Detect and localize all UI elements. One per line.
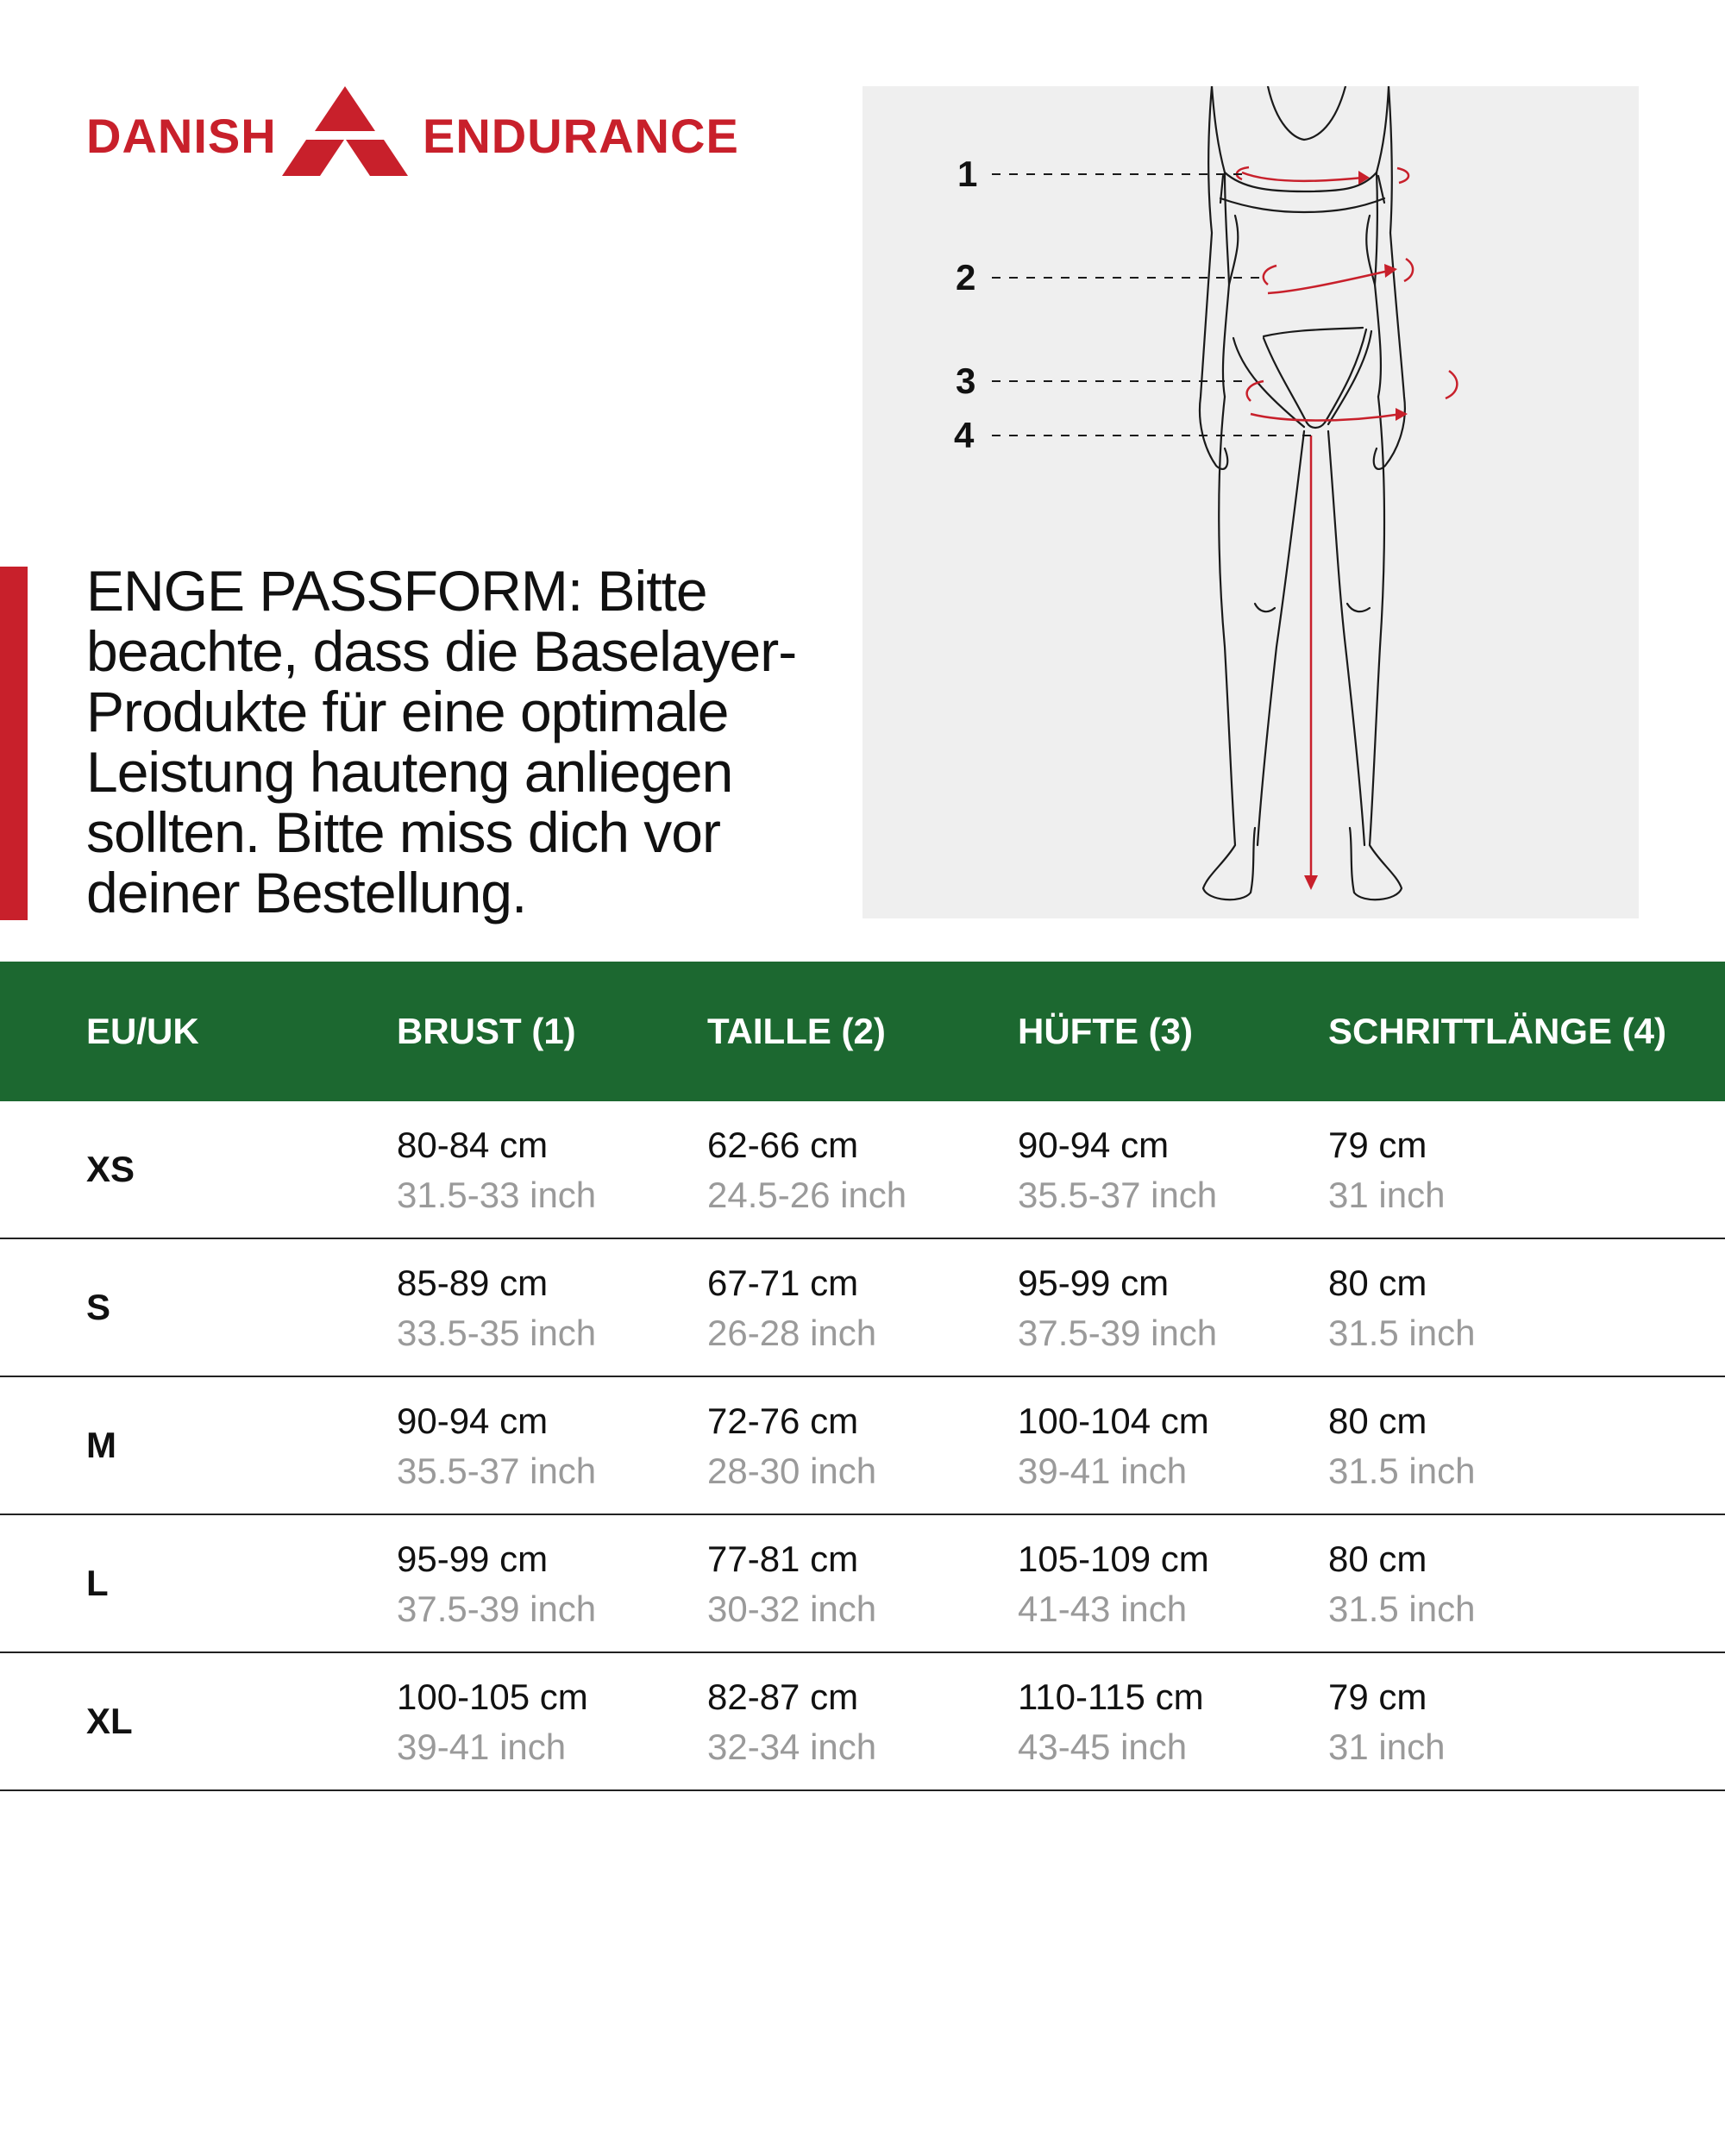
inch-value: 35.5-37 inch	[397, 1451, 597, 1491]
cm-value: 72-76 cm	[707, 1401, 859, 1441]
brand-word-right: ENDURANCE	[423, 109, 739, 163]
cm-value: 79 cm	[1328, 1125, 1427, 1165]
figure-label-1: 1	[957, 154, 978, 194]
inch-value: 35.5-37 inch	[1018, 1175, 1218, 1215]
table-row	[0, 1239, 1725, 1377]
measurement-figure	[862, 86, 1639, 918]
cm-value: 77-81 cm	[707, 1539, 859, 1579]
mountain-triangle-icon	[280, 86, 410, 177]
brand-logo	[86, 86, 750, 177]
inch-value: 39-41 inch	[1018, 1451, 1188, 1491]
hip-cell	[1018, 1534, 1209, 1634]
cm-value: 80 cm	[1328, 1539, 1427, 1579]
inch-value: 39-41 inch	[397, 1727, 567, 1767]
cm-value: 95-99 cm	[397, 1539, 549, 1579]
cm-value: 90-94 cm	[1018, 1125, 1170, 1165]
hip-cell	[1018, 1120, 1217, 1220]
cm-value: 100-104 cm	[1018, 1401, 1209, 1441]
cm-value: 80-84 cm	[397, 1125, 549, 1165]
cm-value: 90-94 cm	[397, 1401, 549, 1441]
inch-value: 26-28 inch	[707, 1313, 877, 1353]
table-row	[0, 1377, 1725, 1515]
waist-cell	[707, 1534, 876, 1634]
inch-value: 31 inch	[1328, 1727, 1446, 1767]
cm-value: 95-99 cm	[1018, 1263, 1170, 1303]
header-hip: HÜFTE (3)	[1018, 1011, 1193, 1051]
inch-value: 31.5 inch	[1328, 1451, 1476, 1491]
hip-cell	[1018, 1258, 1217, 1358]
inch-value: 30-32 inch	[707, 1589, 877, 1629]
cm-value: 100-105 cm	[397, 1677, 588, 1717]
body-outline-illustration	[862, 86, 1639, 918]
inch-value: 24.5-26 inch	[707, 1175, 907, 1215]
cm-value: 105-109 cm	[1018, 1539, 1209, 1579]
header-waist: TAILLE (2)	[707, 1011, 886, 1051]
cm-value: 110-115 cm	[1018, 1677, 1204, 1717]
size-label: L	[86, 1563, 109, 1603]
inch-value: 43-45 inch	[1018, 1727, 1188, 1767]
size-label: S	[86, 1287, 111, 1327]
cm-value: 80 cm	[1328, 1263, 1427, 1303]
inseam-cell	[1328, 1120, 1445, 1220]
inch-value: 28-30 inch	[707, 1451, 877, 1491]
figure-label-2: 2	[956, 257, 976, 298]
size-label: XL	[86, 1701, 133, 1741]
chest-cell	[397, 1672, 588, 1772]
fit-notice: ENGE PASSFORM: Bitte beachte, dass die Baselayer-Produkte für eine optimale Leistung hauteng anliegen sollten. Bitte miss dich vor deiner Bestellung.	[86, 559, 797, 924]
waist-cell	[707, 1120, 906, 1220]
size-label: M	[86, 1425, 116, 1465]
inch-value: 37.5-39 inch	[1018, 1313, 1218, 1353]
inch-value: 31.5 inch	[1328, 1313, 1476, 1353]
figure-label-4: 4	[954, 415, 975, 455]
accent-bar	[0, 567, 28, 920]
cm-value: 79 cm	[1328, 1677, 1427, 1717]
inseam-cell	[1328, 1396, 1475, 1496]
size-table-header	[0, 962, 1725, 1101]
inch-value: 41-43 inch	[1018, 1589, 1188, 1629]
header-size: EU/UK	[86, 1011, 199, 1051]
table-row	[0, 1101, 1725, 1239]
table-row	[0, 1653, 1725, 1791]
inch-value: 31.5-33 inch	[397, 1175, 597, 1215]
chest-cell	[397, 1120, 596, 1220]
header-chest: BRUST (1)	[397, 1011, 576, 1051]
inseam-cell	[1328, 1258, 1475, 1358]
inseam-cell	[1328, 1534, 1475, 1634]
inseam-cell	[1328, 1672, 1445, 1772]
table-row	[0, 1515, 1725, 1653]
inch-value: 33.5-35 inch	[397, 1313, 597, 1353]
inch-value: 31 inch	[1328, 1175, 1446, 1215]
waist-cell	[707, 1258, 876, 1358]
inch-value: 37.5-39 inch	[397, 1589, 597, 1629]
inch-value: 31.5 inch	[1328, 1589, 1476, 1629]
cm-value: 85-89 cm	[397, 1263, 549, 1303]
size-label: XS	[86, 1149, 135, 1189]
header-inseam: SCHRITTLÄNGE (4)	[1328, 1011, 1666, 1051]
cm-value: 80 cm	[1328, 1401, 1427, 1441]
chest-cell	[397, 1396, 596, 1496]
cm-value: 62-66 cm	[707, 1125, 859, 1165]
cm-value: 67-71 cm	[707, 1263, 859, 1303]
brand-word-left: DANISH	[86, 109, 277, 163]
waist-cell	[707, 1672, 876, 1772]
hip-cell	[1018, 1396, 1209, 1496]
chest-cell	[397, 1534, 596, 1634]
chest-cell	[397, 1258, 596, 1358]
figure-label-3: 3	[956, 360, 976, 401]
cm-value: 82-87 cm	[707, 1677, 859, 1717]
waist-cell	[707, 1396, 876, 1496]
hip-cell	[1018, 1672, 1204, 1772]
inch-value: 32-34 inch	[707, 1727, 877, 1767]
